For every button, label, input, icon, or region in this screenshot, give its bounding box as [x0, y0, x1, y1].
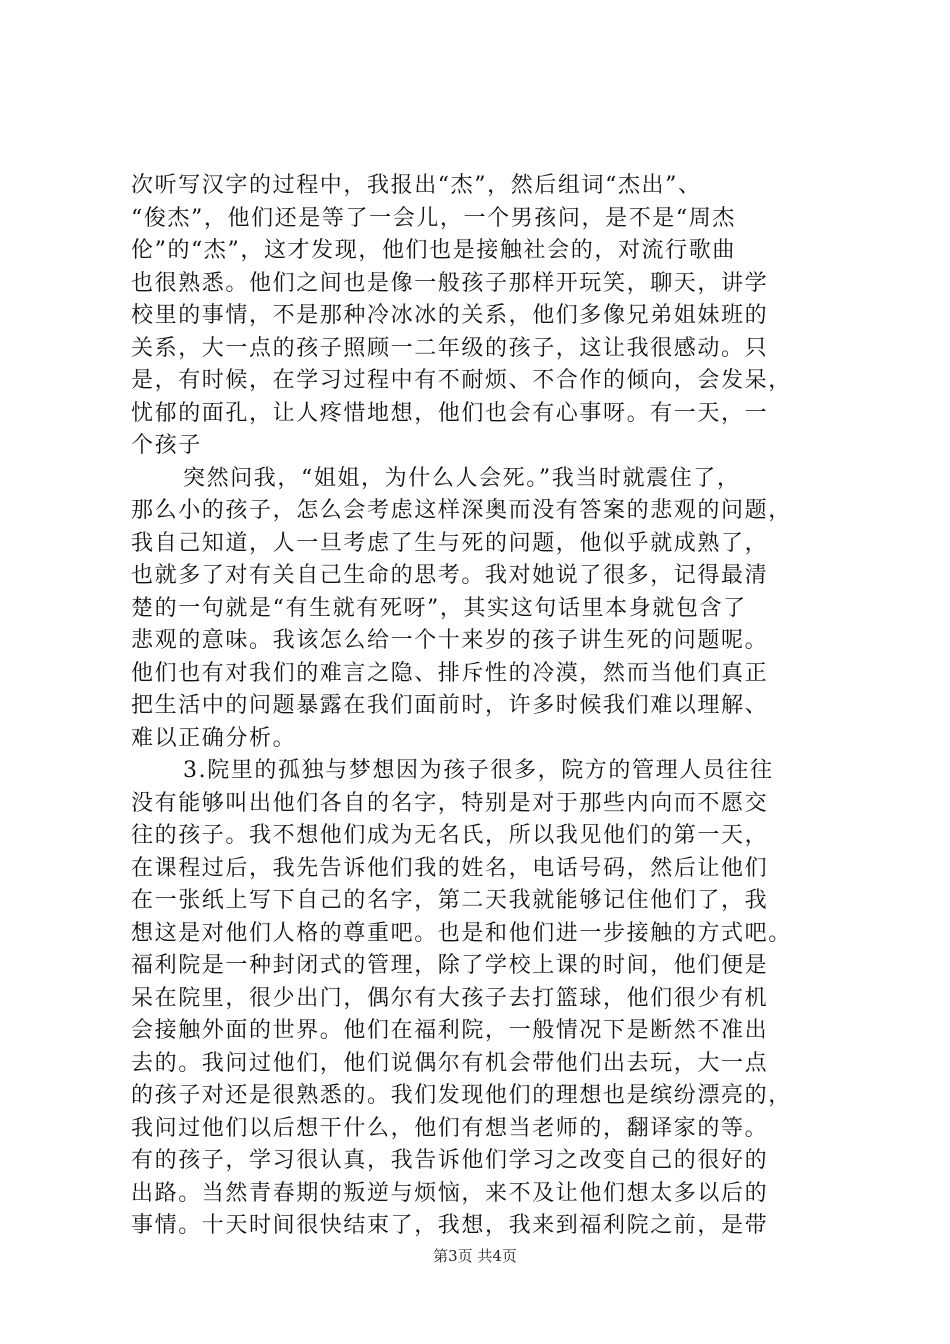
text-line: 也很熟悉。他们之间也是像一般孩子那样开玩笑，聊天，讲学: [131, 270, 769, 296]
text-line: 伦”的“杰”，这才发现，他们也是接触社会的，对流行歌曲: [131, 238, 736, 263]
text-line: 楚的一句就是“有生就有死呀”，其实这句话里本身就包含了: [131, 595, 747, 621]
text-line: 把生活中的问题暴露在我们面前时，许多时候我们难以理解、: [131, 693, 769, 718]
text-line: 去的。我问过他们，他们说偶尔有机会带他们出去玩，大一点: [131, 1050, 769, 1076]
text-line: 想这是对他们人格的尊重吧。也是和他们进一步接触的方式吧。: [131, 920, 792, 946]
text-line: 突然问我，“姐姐，为什么人会死。”我当时就震住了，: [183, 465, 741, 491]
text-line: 会接触外面的世界。他们在福利院，一般情况下是断然不准出: [131, 1018, 769, 1043]
text-line: 他们也有对我们的难言之隐、排斥性的冷漠，然而当他们真正: [131, 660, 769, 686]
text-line: 福利院是一种封闭式的管理，除了学校上课的时间，他们便是: [131, 953, 769, 978]
text-line: 3.院里的孤独与梦想因为孩子很多，院方的管理人员往往: [183, 758, 774, 783]
text-line: 悲观的意味。我该怎么给一个十来岁的孩子讲生死的问题呢。: [131, 628, 769, 653]
text-line: 在课程过后，我先告诉他们我的姓名，电话号码，然后让他们: [131, 855, 769, 881]
text-line: 那么小的孩子，怎么会考虑这样深奥而没有答案的悲观的问题，: [131, 498, 792, 523]
text-line: 次听写汉字的过程中，我报出“杰”，然后组词“杰出”、: [131, 173, 702, 198]
text-line: “俊杰”，他们还是等了一会儿，一个男孩问，是不是“周杰: [131, 205, 736, 231]
text-line: 呆在院里，很少出门，偶尔有大孩子去打篮球，他们很少有机: [131, 985, 769, 1011]
text-line: 难以正确分析。: [131, 725, 297, 751]
text-line: 我问过他们以后想干什么，他们有想当老师的，翻译家的等。: [131, 1115, 769, 1141]
text-line: 往的孩子。我不想他们成为无名氏，所以我见他们的第一天，: [131, 823, 769, 848]
text-line: 出路。当然青春期的叛逆与烦恼，来不及让他们想太多以后的: [131, 1180, 769, 1206]
text-line: 是，有时候，在学习过程中有不耐烦、不合作的倾向，会发呆，: [131, 368, 792, 393]
text-line: 关系，大一点的孩子照顾一二年级的孩子，这让我很感动。只: [131, 335, 769, 361]
text-line: 在一张纸上写下自己的名字，第二天我就能够记住他们了，我: [131, 888, 769, 913]
text-line: 没有能够叫出他们各自的名字，特别是对于那些内向而不愿交: [131, 790, 769, 816]
text-line: 事情。十天时间很快结束了，我想，我来到福利院之前，是带: [131, 1213, 769, 1238]
body-text: [131, 170, 831, 1243]
page-number: 第3页 共4页: [433, 1247, 517, 1265]
text-line: 有的孩子，学习很认真，我告诉他们学习之改变自己的很好的: [131, 1148, 769, 1173]
text-line: 也就多了对有关自己生命的思考。我对她说了很多，记得最清: [131, 563, 769, 588]
text-line: 校里的事情，不是那种冷冰冰的关系，他们多像兄弟姐妹班的: [131, 303, 769, 328]
text-line: 我自己知道，人一旦考虑了生与死的问题，他似乎就成熟了，: [131, 530, 769, 556]
text-line: 忧郁的面孔，让人疼惜地想，他们也会有心事呀。有一天，一: [131, 400, 769, 426]
text-line: 个孩子: [131, 433, 202, 458]
text-line: 的孩子对还是很熟悉的。我们发现他们的理想也是缤纷漂亮的，: [131, 1083, 792, 1108]
